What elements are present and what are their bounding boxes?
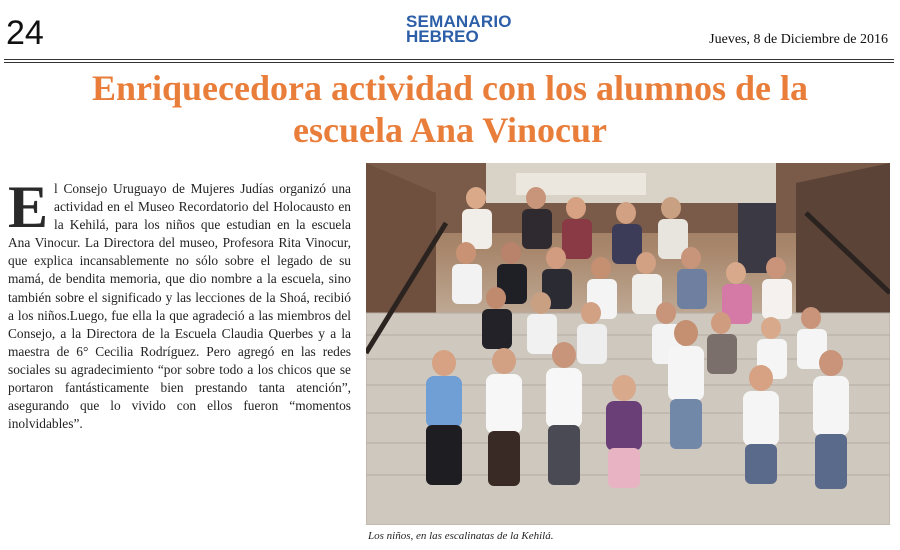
article-headline xyxy=(0,67,900,151)
article-text: l Consejo Uruguayo de Mujeres Judías organizó una actividad en el Museo Recordatorio del Holocausto en la Kehilá, para los niños que estudian en la escuela Ana Vinocur. La Directora del museo, Profesora Rita Vinocur, que explica incansablemente no sólo sobre el legado de su mamá, de bendita memoria, que dio nombre a la escuela, sino también sobre el significado y las lecciones de la Shoá, recibió a los niños.Luego, fue ella la que agradeció a las miembros del Consejo, a la Directora de la Escuela Claudia Querbes y a la maestra de 6° Cecilia Rodríguez. Pero agregó en las redes sociales su agradecimiento “por sobre todo a los chicos que se portaron fantásticamente bien prestando tanta atención”, asegurando que lo vivido con ellos fueron “momentos inolvidables”. xyxy=(8,181,351,432)
article-body xyxy=(8,174,351,433)
issue-date: Jueves, 8 de Diciembre de 2016 xyxy=(709,32,888,47)
group-photo xyxy=(366,163,890,525)
group-photo-illustration xyxy=(366,163,890,525)
drop-cap: E xyxy=(8,174,49,240)
header-rule xyxy=(4,59,894,60)
headline-line-2: escuela Ana Vinocur xyxy=(292,110,607,150)
photo-caption: Los niños, en las escalinatas de la Kehilá. xyxy=(368,530,554,542)
page-number: 24 xyxy=(6,14,44,52)
headline-line-1: Enriquecedora actividad con los alumnos de la xyxy=(91,68,809,108)
header-rule-secondary xyxy=(4,62,894,63)
newspaper-logo xyxy=(406,14,512,44)
logo-line-1: SEMANARIO xyxy=(406,12,512,31)
logo-line-2: HEBREO xyxy=(406,27,479,46)
